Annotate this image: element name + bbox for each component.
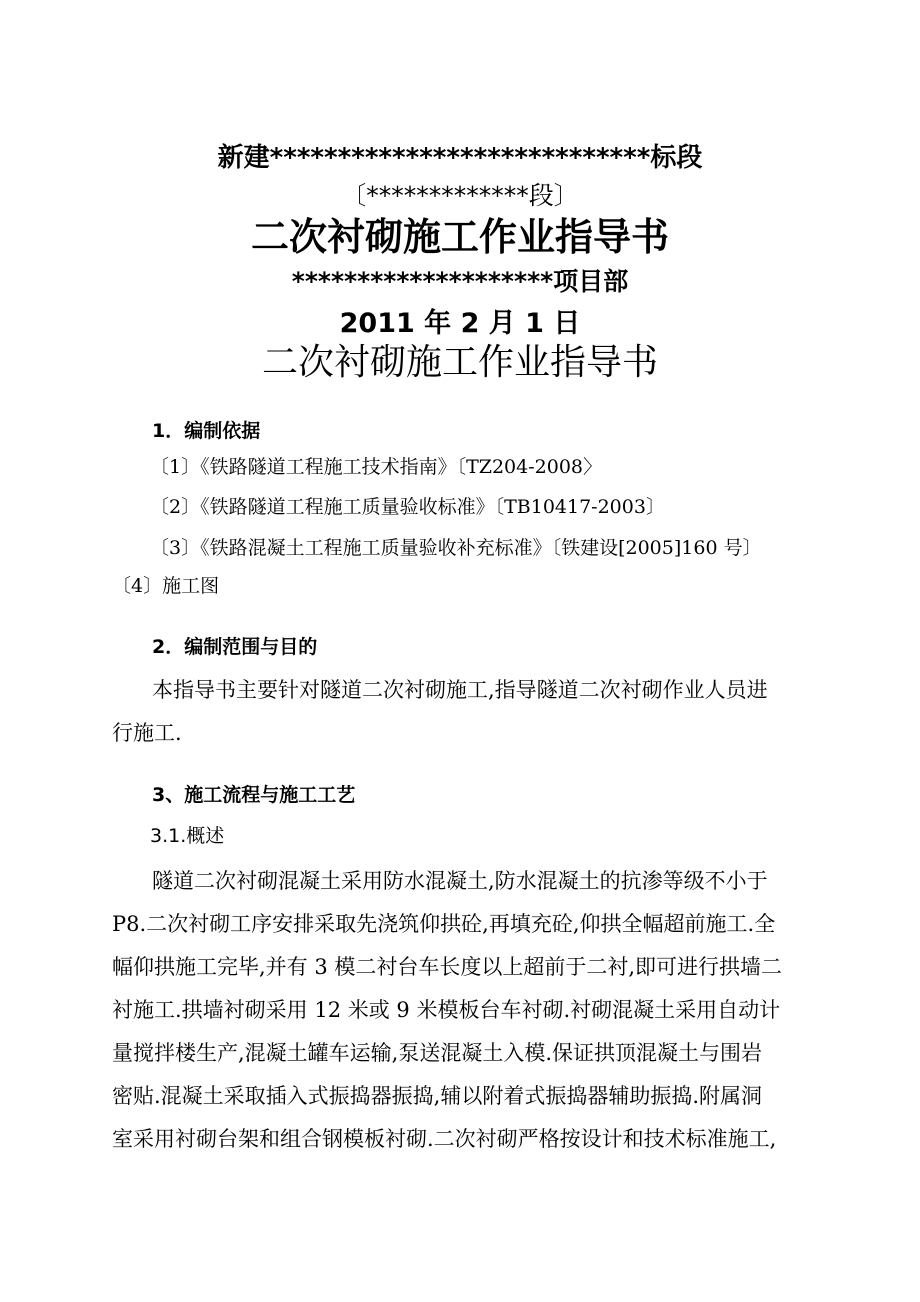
paragraph-line: 行施工. (112, 721, 182, 745)
paragraph-line: 衬施工.拱墙衬砌采用 12 米或 9 米模板台车衬砌.衬砌混凝土采用自动计 (112, 998, 781, 1022)
paragraph-line: P8.二次衬砌工序安排采取先浇筑仰拱砼,再填充砼,仰拱全幅超前施工.全 (112, 912, 776, 936)
paragraph-line: 密贴.混凝土采取插入式振捣器振捣,辅以附着式振捣器辅助振捣.附属洞 (112, 1084, 763, 1108)
section-2-heading: 2．编制范围与目的 (152, 636, 318, 658)
cover-line-project-section: 新建****************************标段 (217, 143, 703, 173)
section-1-heading: 1．编制依据 (152, 420, 261, 442)
cover-title: 二次衬砌施工作业指导书 (250, 215, 669, 259)
paragraph-line: 本指导书主要针对隧道二次衬砌施工,指导隧道二次衬砌作业人员进 (152, 678, 768, 702)
reference-item: 〔1〕《铁路隧道工程施工技术指南》〔TZ204-2008〉 (150, 456, 603, 478)
cover-project-department: ********************项目部 (291, 267, 629, 296)
reference-item: 〔3〕《铁路混凝土工程施工质量验收补充标准》〔铁建设[2005]160 号〕 (150, 537, 762, 559)
cover-line-segment: 〔*************段〕 (341, 181, 579, 210)
reference-item: 〔2〕《铁路隧道工程施工质量验收标准》〔TB10417-2003〕 (150, 496, 665, 518)
cover-date: 2011 年 2 月 1 日 (339, 308, 581, 339)
paragraph-line: 量搅拌楼生产,混凝土罐车运输,泵送混凝土入模.保证拱顶混凝土与围岩 (112, 1041, 763, 1065)
paragraph-line: 幅仰拱施工完毕,并有 3 模二衬台车长度以上超前于二衬,即可进行拱墙二 (112, 955, 783, 979)
reference-item: 〔4〕施工图 (112, 575, 220, 597)
paragraph-line: 隧道二次衬砌混凝土采用防水混凝土,防水混凝土的抗渗等级不小于 (152, 869, 768, 893)
paragraph-line: 室采用衬砌台架和组合钢模板衬砌.二次衬砌严格按设计和技术标准施工, (112, 1127, 777, 1151)
document-title: 二次衬砌施工作业指导书 (261, 342, 658, 383)
section-3-1-heading: 3.1.概述 (150, 825, 225, 847)
section-3-heading: 3、施工流程与施工工艺 (152, 784, 356, 806)
